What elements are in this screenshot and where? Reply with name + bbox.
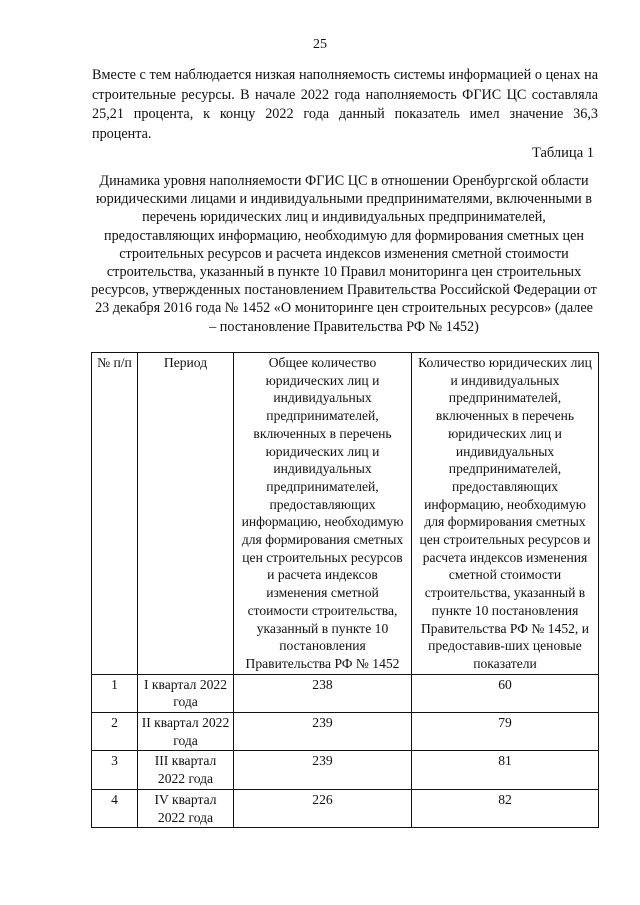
header-provided-count: Количество юридических лиц и индивидуальных предпринимателей, включенных в перечень юридических лиц и индивидуальных предпринимателей, предоставляющих информацию, необходимую для формирования сметных цен строительных ресурсов и расчета индексов изменения сметной стоимости строительства, указанный в пункте 10 постановления Правительства РФ № 1452, и предоставив-ших ценовые показатели: [412, 353, 599, 675]
row-total: 239: [234, 713, 412, 751]
row-period: IV квартал 2022 года: [138, 789, 234, 827]
row-total: 226: [234, 789, 412, 827]
page-number: 25: [313, 37, 327, 52]
table-row: [92, 674, 599, 712]
table-label: Таблица 1: [531, 145, 594, 161]
row-provided: 79: [412, 713, 599, 751]
row-total: 238: [234, 674, 412, 712]
table-row: [92, 713, 599, 751]
table-caption: Динамика уровня наполняемости ФГИС ЦС в отношении Оренбургской области юридическими лицами и индивидуальными предпринимателями, включенными в перечень юридических лиц и индивидуальных предпринимателей, предоставляющих информацию, необходимую для формирования сметных цен строительных ресурсов и расчета индексов изменения сметной стоимости строительства, указанный в пункте 10 Правил мониторинга цен строительных ресурсов, утвержденных постановлением Правительства Российской Федерации от 23 декабря 2016 года № 1452 «О мониторинге цен строительных ресурсов» (далее – постановление Правительства РФ № 1452): [91, 173, 597, 335]
header-period: Период: [138, 353, 234, 675]
table-header-row: [92, 353, 599, 675]
row-provided: 60: [412, 674, 599, 712]
row-number: 3: [92, 751, 138, 789]
row-total: 239: [234, 751, 412, 789]
row-period: III квартал 2022 года: [138, 751, 234, 789]
table-row: [92, 789, 599, 827]
data-table: [91, 352, 599, 828]
row-period: II квартал 2022 года: [138, 713, 234, 751]
row-provided: 82: [412, 789, 599, 827]
intro-paragraph: Вместе с тем наблюдается низкая наполняемость системы информацией о ценах на строительные ресурсы. В начале 2022 года наполняемость ФГИС ЦС составляла 25,21 процента, к концу 2022 года данный показатель имел значение 36,3 процента.: [92, 67, 598, 142]
row-number: 2: [92, 713, 138, 751]
row-number: 4: [92, 789, 138, 827]
table-row: [92, 751, 599, 789]
header-number: № п/п: [92, 353, 138, 675]
header-total-count: Общее количество юридических лиц и индивидуальных предпринимателей, включенных в перечень юридических лиц и индивидуальных предпринимателей, предоставляющих информацию, необходимую для формирования сметных цен строительных ресурсов и расчета индексов изменения сметной стоимости строительства, указанный в пункте 10 постановления Правительства РФ № 1452: [234, 353, 412, 675]
row-period: I квартал 2022 года: [138, 674, 234, 712]
row-provided: 81: [412, 751, 599, 789]
row-number: 1: [92, 674, 138, 712]
